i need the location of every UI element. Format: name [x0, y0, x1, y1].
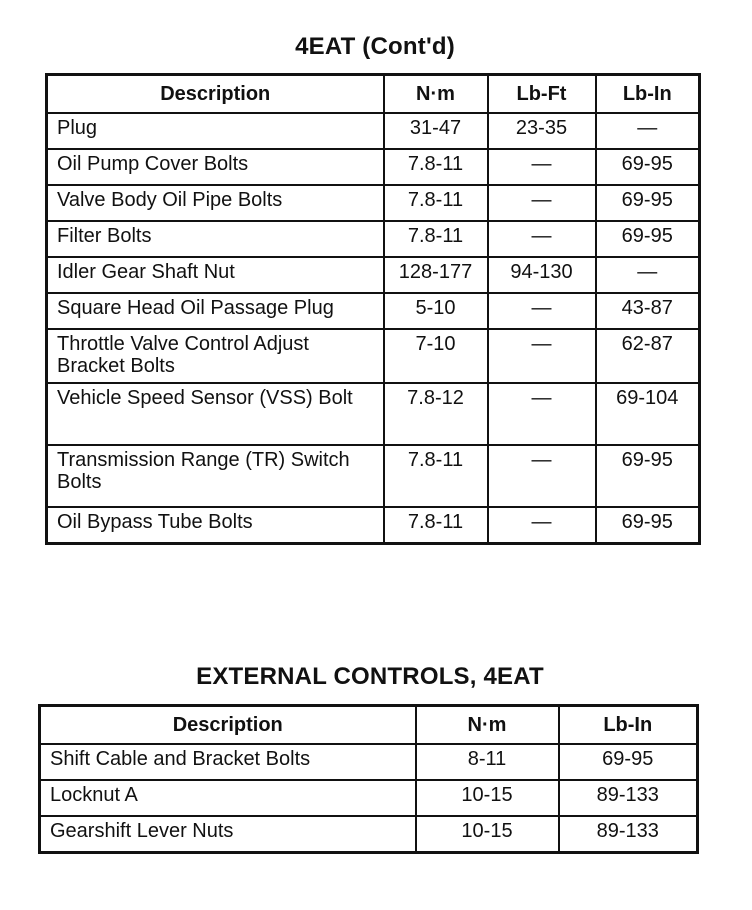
cell-nm: 128-177 [384, 257, 488, 293]
cell-lbft: — [488, 221, 596, 257]
cell-lbin: — [596, 113, 700, 149]
cell-desc: Transmission Range (TR) Switch Bolts [47, 445, 384, 507]
cell-lbin: 69-95 [596, 185, 700, 221]
section-title-4eat: 4EAT (Cont'd) [295, 33, 455, 60]
table-row [47, 507, 700, 543]
cell-desc: Oil Bypass Tube Bolts [47, 507, 384, 543]
table-row [40, 816, 698, 852]
table-row [40, 780, 698, 816]
cell-nm: 7.8-11 [384, 221, 488, 257]
table-row [47, 445, 700, 507]
col-header-lbin: Lb-In [596, 75, 700, 114]
cell-desc: Throttle Valve Control Adjust Bracket Bolts [47, 329, 384, 383]
cell-lbin: 69-95 [596, 445, 700, 507]
col-header-description: Description [47, 75, 384, 114]
table-row [47, 221, 700, 257]
table-row [47, 149, 700, 185]
cell-nm: 31-47 [384, 113, 488, 149]
cell-lbft: — [488, 329, 596, 383]
table-row [47, 185, 700, 221]
cell-desc: Oil Pump Cover Bolts [47, 149, 384, 185]
cell-lbin: 89-133 [559, 780, 698, 816]
header-row [47, 75, 700, 114]
table-row [47, 293, 700, 329]
col-header-lbin: Lb-In [559, 706, 698, 745]
table-row [47, 383, 700, 445]
col-header-description: Description [40, 706, 416, 745]
cell-lbft: — [488, 293, 596, 329]
header-row [40, 706, 698, 745]
col-header-nm: N·m [416, 706, 559, 745]
table-row [47, 329, 700, 383]
cell-desc: Filter Bolts [47, 221, 384, 257]
cell-lbin: 43-87 [596, 293, 700, 329]
torque-table-4eat [45, 73, 701, 545]
table-row [40, 744, 698, 780]
cell-desc: Idler Gear Shaft Nut [47, 257, 384, 293]
cell-lbin: 69-95 [596, 507, 700, 543]
cell-lbin: 69-95 [559, 744, 698, 780]
cell-lbft: — [488, 383, 596, 445]
cell-desc: Plug [47, 113, 384, 149]
cell-nm: 7.8-11 [384, 149, 488, 185]
cell-lbin: 69-95 [596, 221, 700, 257]
cell-lbft: — [488, 185, 596, 221]
table-row [47, 113, 700, 149]
cell-nm: 5-10 [384, 293, 488, 329]
cell-lbft: 23-35 [488, 113, 596, 149]
cell-lbin: 69-95 [596, 149, 700, 185]
cell-nm: 7-10 [384, 329, 488, 383]
cell-nm: 7.8-11 [384, 507, 488, 543]
cell-nm: 8-11 [416, 744, 559, 780]
cell-desc: Square Head Oil Passage Plug [47, 293, 384, 329]
cell-desc: Locknut A [40, 780, 416, 816]
cell-lbin: 89-133 [559, 816, 698, 852]
cell-desc: Vehicle Speed Sensor (VSS) Bolt [47, 383, 384, 445]
cell-desc: Shift Cable and Bracket Bolts [40, 744, 416, 780]
table-row [47, 257, 700, 293]
section-title-external-controls: EXTERNAL CONTROLS, 4EAT [196, 663, 544, 690]
cell-lbft: — [488, 507, 596, 543]
cell-desc: Valve Body Oil Pipe Bolts [47, 185, 384, 221]
torque-table-external-controls [38, 704, 699, 854]
col-header-nm: N·m [384, 75, 488, 114]
cell-lbin: 69-104 [596, 383, 700, 445]
col-header-lbft: Lb-Ft [488, 75, 596, 114]
cell-lbin: — [596, 257, 700, 293]
cell-lbft: — [488, 149, 596, 185]
cell-nm: 10-15 [416, 816, 559, 852]
cell-nm: 10-15 [416, 780, 559, 816]
cell-lbft: — [488, 445, 596, 507]
cell-nm: 7.8-11 [384, 445, 488, 507]
cell-lbft: 94-130 [488, 257, 596, 293]
cell-lbin: 62-87 [596, 329, 700, 383]
cell-nm: 7.8-11 [384, 185, 488, 221]
cell-desc: Gearshift Lever Nuts [40, 816, 416, 852]
cell-nm: 7.8-12 [384, 383, 488, 445]
